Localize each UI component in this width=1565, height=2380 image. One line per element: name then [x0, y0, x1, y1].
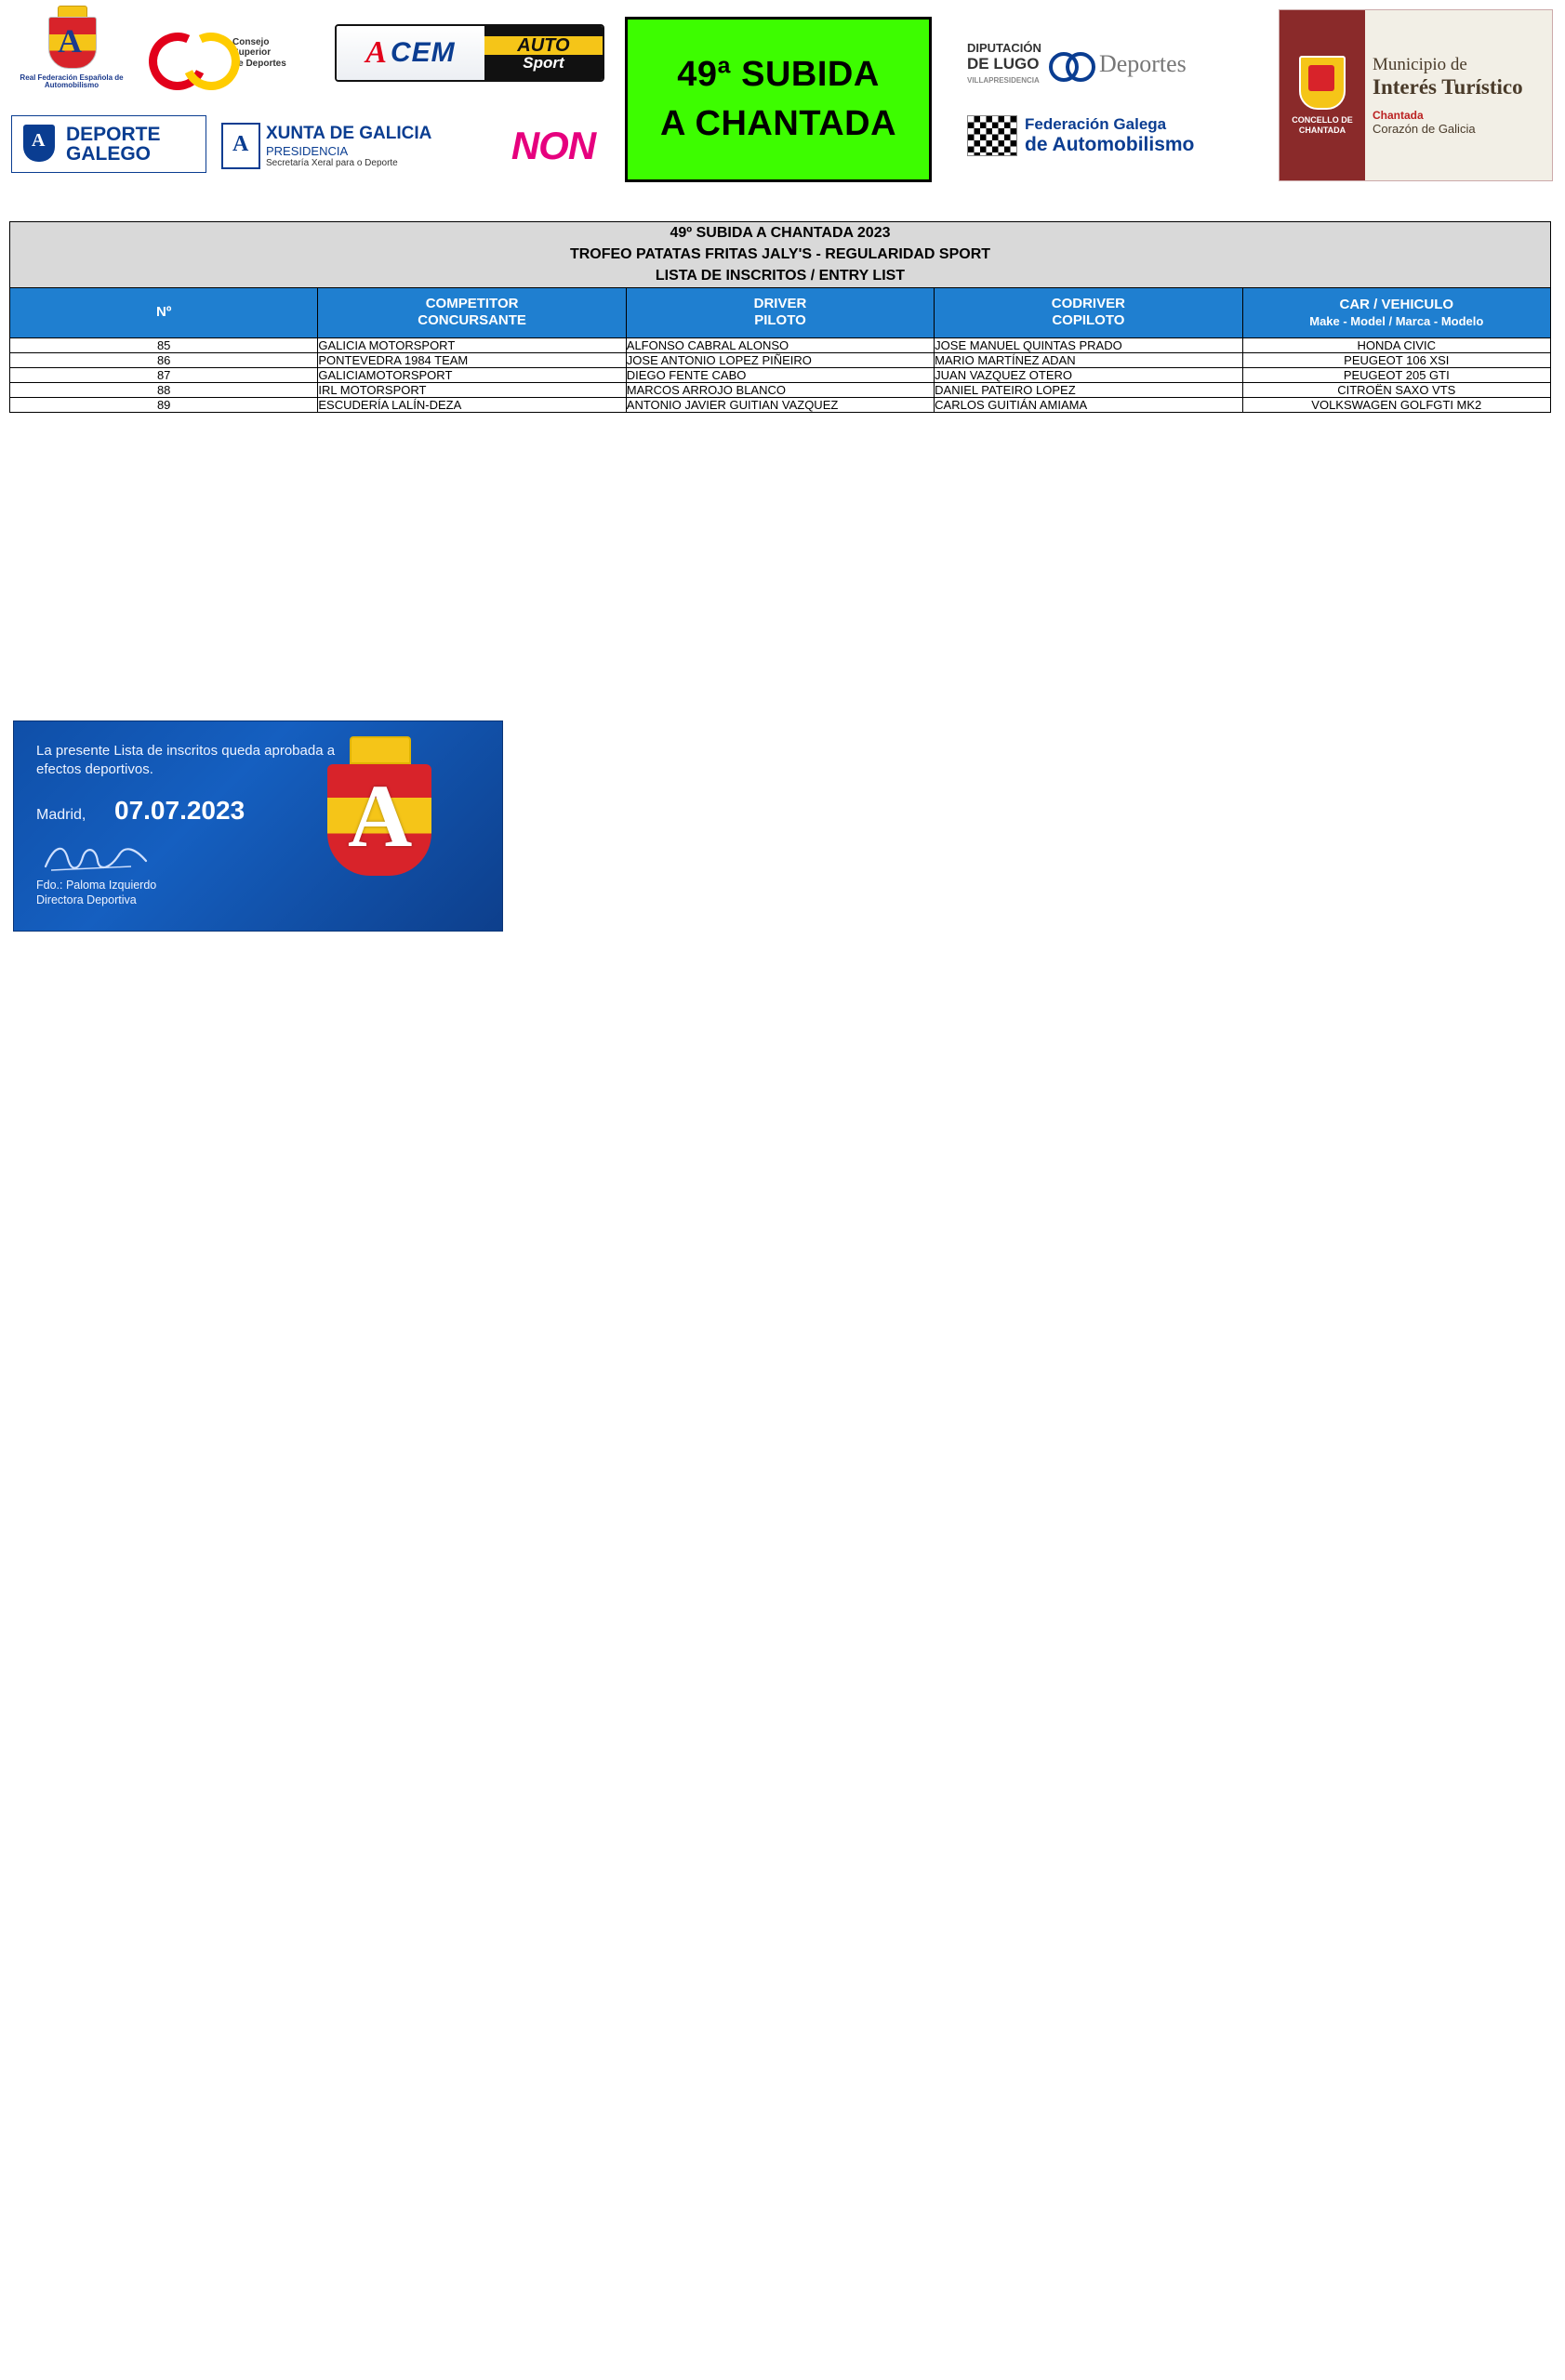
signed-by: Fdo.: Paloma Izquierdo — [36, 879, 157, 892]
table-row — [10, 338, 1551, 353]
entry-list-document — [9, 221, 1551, 413]
acem-left — [337, 26, 484, 80]
doc-title-line-1: 49º SUBIDA A CHANTADA 2023 — [670, 225, 891, 241]
fga-line-2: de Automobilismo — [1025, 133, 1195, 155]
cell-car: HONDA CIVIC — [1242, 338, 1550, 353]
acem-auto-text: AUTO — [484, 36, 603, 55]
column-header-codriver — [935, 287, 1242, 338]
checkered-flag-icon — [967, 115, 1017, 156]
cell-number: 89 — [10, 398, 318, 413]
cell-driver: JOSE ANTONIO LOPEZ PIÑEIRO — [626, 353, 934, 368]
cell-codriver: JUAN VAZQUEZ OTERO — [935, 368, 1242, 383]
rfeda-logo-caption: Real Federación Española de Automobilismo — [20, 73, 124, 90]
chantada-crest-block — [1280, 10, 1365, 180]
chantada-crest-caption: CONCELLO DE CHANTADA — [1292, 115, 1353, 135]
table-title-row — [10, 222, 1551, 288]
chantada-line-3: Chantada — [1373, 109, 1424, 122]
column-header-competitor-es: CONCURSANTE — [418, 312, 526, 329]
chantada-line-2: Interés Turístico — [1373, 75, 1523, 99]
lugo-line-1: DIPUTACIÓN — [967, 41, 1041, 56]
xunta-galicia-logo — [221, 113, 454, 178]
table-row — [10, 383, 1551, 398]
column-header-car-en: CAR / VEHICULO — [1339, 296, 1454, 312]
federacion-galega-automobilismo-logo — [967, 102, 1265, 169]
column-header-competitor — [318, 287, 626, 338]
column-header-driver — [626, 287, 934, 338]
rfeda-stamp-crest-icon — [309, 736, 448, 908]
cell-competitor: GALICIA MOTORSPORT — [318, 338, 626, 353]
acem-autosport-logo — [335, 24, 604, 82]
table-row — [10, 353, 1551, 368]
stamp-date: 07.07.2023 — [114, 796, 245, 825]
event-title-line-1: 49ª SUBIDA — [677, 55, 880, 94]
csd-line-2: Superior — [232, 47, 272, 59]
deporte-galego-text — [66, 125, 161, 164]
column-header-number — [10, 287, 318, 338]
sponsor-logo-band — [0, 0, 1565, 209]
cell-codriver: MARIO MARTÍNEZ ADAN — [935, 353, 1242, 368]
fga-text — [1025, 116, 1194, 155]
chantada-text-block — [1365, 10, 1552, 180]
column-header-number-en: Nº — [156, 303, 172, 320]
cell-codriver: DANIEL PATEIRO LOPEZ — [935, 383, 1242, 398]
column-header-car-es: Make - Model / Marca - Modelo — [1309, 313, 1484, 328]
xunta-line-3: Secretaría Xeral para o Deporte — [266, 158, 398, 168]
cell-driver: MARCOS ARROJO BLANCO — [626, 383, 934, 398]
table-title-cell — [10, 222, 1551, 288]
cell-number: 85 — [10, 338, 318, 353]
rfeda-logo — [11, 6, 132, 110]
xunta-line-1: XUNTA DE GALICIA — [266, 124, 432, 143]
concello-chantada-logo — [1279, 9, 1553, 181]
xunta-text — [266, 124, 431, 168]
deporte-galego-line-1: DEPORTE — [66, 124, 161, 145]
csd-logo — [149, 13, 321, 93]
cell-driver: ALFONSO CABRAL ALONSO — [626, 338, 934, 353]
doc-title-line-2: TROFEO PATATAS FRITAS JALY'S - REGULARIDAD SPORT — [569, 246, 991, 263]
cell-car: PEUGEOT 106 XSI — [1242, 353, 1550, 368]
column-header-competitor-en: COMPETITOR — [425, 295, 519, 311]
cell-competitor: PONTEVEDRA 1984 TEAM — [318, 353, 626, 368]
acem-sport-text: Sport — [523, 53, 564, 72]
lugo-text — [967, 42, 1041, 86]
acem-right — [484, 26, 603, 80]
table-header-row — [10, 287, 1551, 338]
column-header-driver-en: DRIVER — [753, 295, 807, 311]
csd-rings-icon — [149, 27, 229, 79]
lugo-deportes-text: Deportes — [1098, 50, 1187, 77]
signed-role: Directora Deportiva — [36, 893, 137, 907]
column-header-driver-es: PILOTO — [754, 312, 806, 329]
acem-a-mark: A — [365, 35, 387, 70]
deporte-galego-logo — [11, 115, 206, 173]
cell-number: 88 — [10, 383, 318, 398]
cell-car: CITROËN SAXO VTS — [1242, 383, 1550, 398]
cell-car: PEUGEOT 205 GTI — [1242, 368, 1550, 383]
non-logo-text: NON — [511, 124, 596, 167]
signature-caption — [36, 878, 156, 908]
event-title-line-2: A CHANTADA — [659, 104, 897, 143]
signature-mark — [42, 839, 153, 876]
xunta-icon — [221, 123, 260, 169]
csd-line-3: de Deportes — [232, 58, 286, 69]
xunta-line-2: PRESIDENCIA — [266, 144, 349, 158]
entry-list-body — [10, 338, 1551, 413]
csd-line-1: Consejo — [232, 36, 270, 47]
non-logo — [474, 117, 632, 175]
cell-driver: ANTONIO JAVIER GUITIAN VAZQUEZ — [626, 398, 934, 413]
cell-driver: DIEGO FENTE CABO — [626, 368, 934, 383]
lugo-sub: VILLAPRESIDENCIA — [967, 76, 1040, 86]
chantada-crest-icon — [1299, 56, 1346, 110]
cell-codriver: JOSE MANUEL QUINTAS PRADO — [935, 338, 1242, 353]
lugo-line-2: DE LUGO — [967, 54, 1040, 73]
cell-competitor: GALICIAMOTORSPORT — [318, 368, 626, 383]
cell-number: 87 — [10, 368, 318, 383]
cell-codriver: CARLOS GUITIÁN AMIAMA — [935, 398, 1242, 413]
lugo-rings-icon — [1049, 52, 1092, 76]
table-row — [10, 398, 1551, 413]
column-header-codriver-en: CODRIVER — [1051, 295, 1125, 311]
entry-list-table — [9, 221, 1551, 413]
deputacion-lugo-logo — [967, 37, 1255, 91]
approval-stamp — [13, 721, 503, 932]
chantada-line-1: Municipio de — [1373, 55, 1467, 74]
fga-line-1: Federación Galega — [1025, 115, 1167, 134]
event-title-box — [625, 17, 932, 182]
chantada-line-4: Corazón de Galicia — [1373, 122, 1476, 136]
column-header-codriver-es: COPILOTO — [1052, 312, 1125, 329]
deporte-galego-line-2: GALEGO — [66, 143, 152, 165]
cell-car: VOLKSWAGEN GOLFGTI MK2 — [1242, 398, 1550, 413]
approval-text: La presente Lista de inscritos queda aprobada a efectos deportivos. — [36, 743, 336, 778]
stamp-crest-letter: A — [348, 766, 413, 866]
stamp-city-label: Madrid, — [36, 807, 86, 823]
doc-title-line-3: LISTA DE INSCRITOS / ENTRY LIST — [655, 268, 906, 284]
cell-number: 86 — [10, 353, 318, 368]
rfeda-crest-icon: A — [41, 6, 102, 73]
csd-logo-text — [232, 37, 286, 70]
cell-competitor: ESCUDERÍA LALÍN-DEZA — [318, 398, 626, 413]
column-header-car — [1242, 287, 1550, 338]
table-row — [10, 368, 1551, 383]
deporte-galego-icon — [12, 117, 66, 171]
cell-competitor: IRL MOTORSPORT — [318, 383, 626, 398]
acem-cem-text: CEM — [390, 37, 456, 68]
